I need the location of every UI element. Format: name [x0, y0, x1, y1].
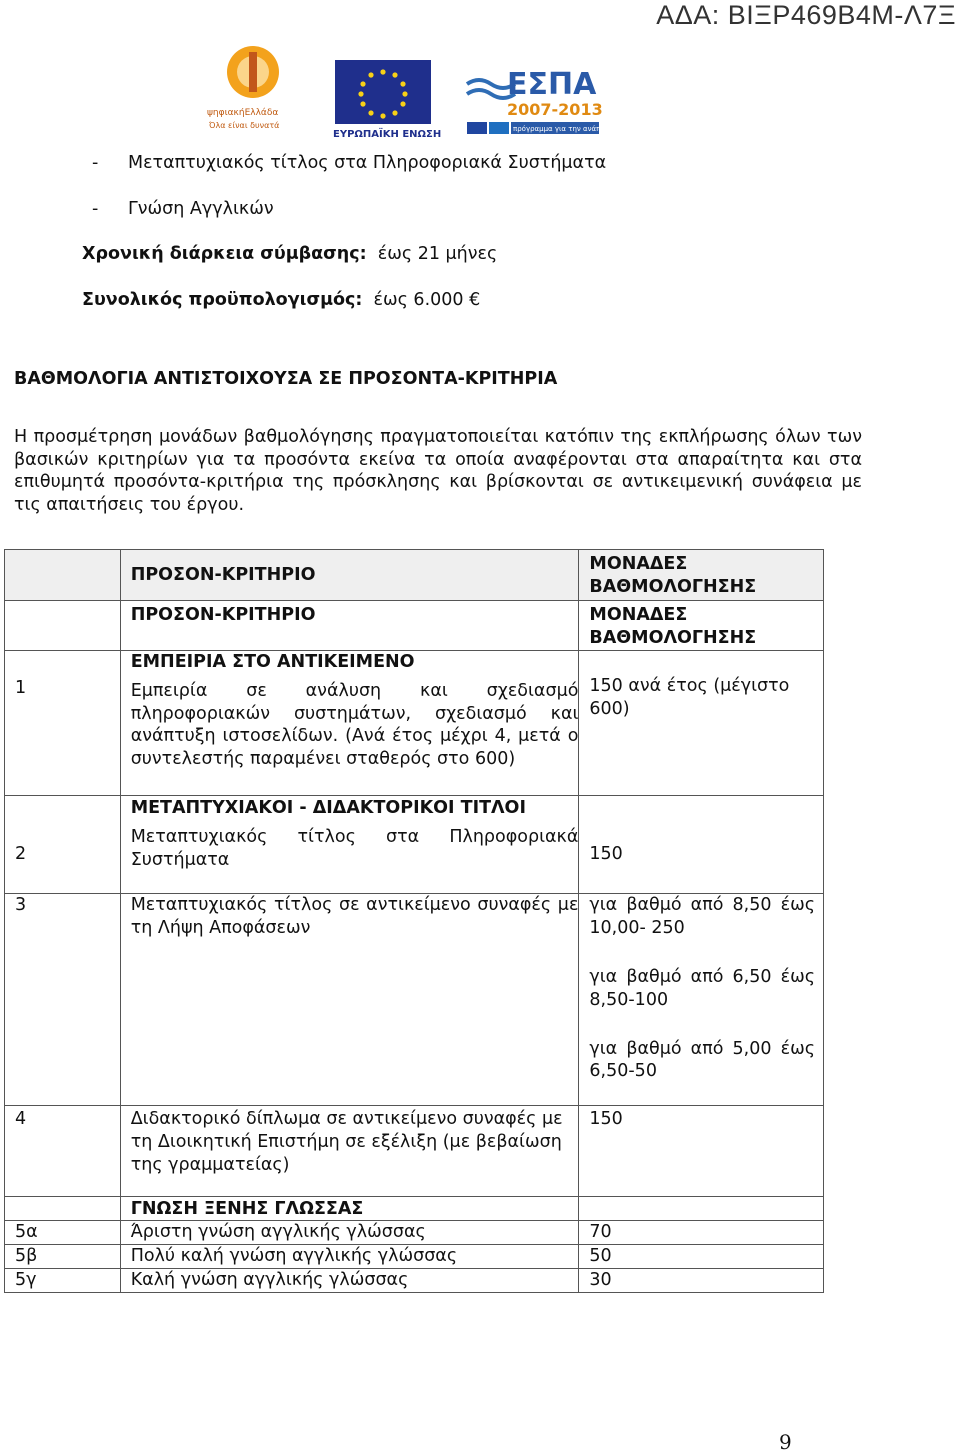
header-criterion: ΠΡΟΣΟΝ-ΚΡΙΤΗΡΙΟ [120, 550, 579, 601]
row-score: 150 [579, 795, 824, 893]
header-units: ΜΟΝΑΔΕΣ ΒΑΘΜΟΛΟΓΗΣΗΣ [579, 601, 824, 651]
budget-label: Συνολικός προϋπολογισμός: [82, 290, 363, 310]
row-text: Καλή γνώση αγγλικής γλώσσας [120, 1268, 579, 1292]
table-row [5, 1221, 824, 1245]
svg-text:ΕΥΡΩΠΑΪΚΗ ΕΝΩΣΗ: ΕΥΡΩΠΑΪΚΗ ΕΝΩΣΗ [333, 129, 442, 140]
header-units: ΜΟΝΑΔΕΣ ΒΑΘΜΟΛΟΓΗΣΗΣ [579, 550, 824, 601]
row-number: 5α [5, 1221, 121, 1245]
row-number: 1 [5, 651, 121, 796]
score-line: για βαθμό από 5,00 έως 6,50-50 [589, 1038, 815, 1082]
digital-greece-logo [207, 46, 279, 130]
header-criterion: ΠΡΟΣΟΝ-ΚΡΙΤΗΡΙΟ [120, 601, 579, 651]
svg-text:ΕΣΠΑ: ΕΣΠΑ [507, 67, 597, 102]
row-score: 30 [579, 1268, 824, 1292]
table-row [5, 795, 824, 893]
row-heading: ΓΝΩΣΗ ΞΕΝΗΣ ΓΛΩΣΣΑΣ [120, 1196, 579, 1221]
table-row [5, 894, 824, 1106]
intro-paragraph: Η προσμέτρηση μονάδων βαθμολόγησης πραγματοποιείται κατόπιν της εκπλήρωσης όλων των βασικών κριτηρίων για τα προσόντα εκείνα τα οποία αναφέρονται στα απαραίτητα και στα επιθυμητά προσόντα-κριτήρια της πρόσκλησης και βρίσκονται σε αντικειμενική συνάφεια με τις απαιτήσεις του έργου. [14, 427, 862, 515]
row-score: 150 [579, 1106, 824, 1196]
bullet-item: - Μεταπτυχιακός τίτλος στα Πληροφοριακά Συστήματα [92, 153, 607, 173]
ada-code: ΑΔΑ: ΒΙΞΡ469Β4Μ-Λ7Ξ [656, 0, 956, 30]
row-text: Μεταπτυχιακός τίτλος σε αντικείμενο συναφές με τη Λήψη Αποφάσεων [120, 894, 579, 1106]
svg-text:Όλα είναι δυνατά: Όλα είναι δυνατά [209, 121, 280, 130]
score-line: για βαθμό από 6,50 έως 8,50-100 [589, 966, 815, 1010]
row-number: 3 [5, 894, 121, 1106]
row-score: 150 ανά έτος (μέγιστο 600) [579, 651, 824, 796]
row-text: Μεταπτυχιακός τίτλος στα Πληροφοριακά Συστήματα [130, 826, 579, 870]
row-number: 5β [5, 1245, 121, 1269]
row-text: Εμπειρία σε ανάλυση και σχεδιασμό πληροφοριακών συστημάτων, σχεδιασμό και ανάπτυξη ιστοσελίδων. (Ανά έτος μέχρι 4, μετά ο συντελεστής παραμένει σταθερός στο 600) [130, 680, 579, 770]
row-heading: ΕΜΠΕΙΡΙΑ ΣΤΟ ΑΝΤΙΚΕΙΜΕΝΟ [130, 652, 415, 672]
score-line: για βαθμό από 8,50 έως 10,00- 250 [589, 895, 815, 939]
svg-text:πρόγραμμα για την ανάπτυξη: πρόγραμμα για την ανάπτυξη [513, 125, 617, 133]
contract-duration [82, 244, 497, 264]
table-header-row [5, 601, 824, 651]
table-row [5, 1268, 824, 1292]
criteria-table [4, 549, 824, 1293]
svg-text:ψηφιακήΕλλάδα: ψηφιακήΕλλάδα [207, 108, 279, 118]
row-number: 5γ [5, 1268, 121, 1292]
row-score: 50 [579, 1245, 824, 1269]
page-number: 9 [779, 1430, 792, 1454]
row-text: Πολύ καλή γνώση αγγλικής γλώσσας [120, 1245, 579, 1269]
logo-strip [205, 42, 617, 146]
section-title: ΒΑΘΜΟΛΟΓΙΑ ΑΝΤΙΣΤΟΙΧΟΥΣΑ ΣΕ ΠΡΟΣΟΝΤΑ-ΚΡΙΤΗΡΙΑ [14, 369, 558, 389]
svg-text:2007-2013: 2007-2013 [507, 100, 603, 119]
budget-value: έως 6.000 € [373, 290, 481, 310]
bullet-item: - Γνώση Αγγλικών [92, 199, 274, 219]
eu-flag-logo [333, 60, 441, 140]
table-row [5, 651, 824, 796]
total-budget [82, 290, 480, 310]
espa-logo [467, 67, 617, 134]
row-number: 4 [5, 1106, 121, 1196]
table-row [5, 1106, 824, 1196]
row-number: 2 [5, 795, 121, 893]
table-header-row [5, 550, 824, 601]
table-row [5, 1196, 824, 1221]
row-text: Διδακτορικό δίπλωμα σε αντικείμενο συναφές με τη Διοικητική Επιστήμη σε εξέλιξη (με βεβαίωση της γραμματείας) [120, 1106, 579, 1196]
duration-label: Χρονική διάρκεια σύμβασης: [82, 244, 367, 264]
row-text: Άριστη γνώση αγγλικής γλώσσας [120, 1221, 579, 1245]
table-row [5, 1245, 824, 1269]
row-heading: ΜΕΤΑΠΤΥΧΙΑΚΟΙ - ΔΙΔΑΚΤΟΡΙΚΟΙ ΤΙΤΛΟΙ [130, 797, 526, 818]
row-score: 70 [579, 1221, 824, 1245]
duration-value: έως 21 μήνες [377, 244, 498, 264]
